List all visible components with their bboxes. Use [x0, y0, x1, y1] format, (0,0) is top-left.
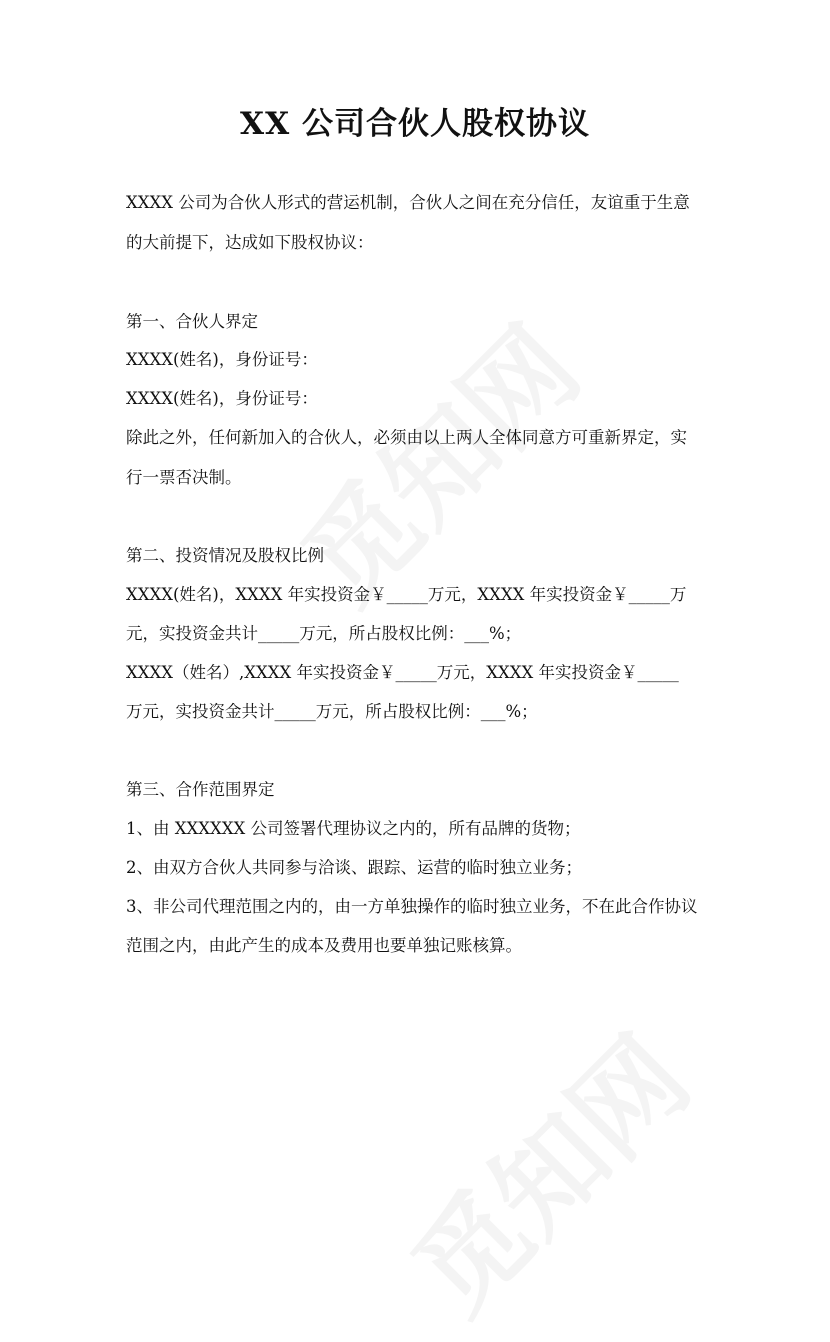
intro-line-2: 的大前提下，达成如下股权协议：	[126, 233, 374, 252]
scope-item-1: 1、由 XXXXXX 公司签署代理协议之内的，所有品牌的货物；	[126, 819, 581, 838]
watermark-bottom	[372, 996, 717, 1341]
investment-line-4: 万元，实投资金共计_____万元，所占股权比例：___%；	[126, 702, 538, 721]
scope-item-2: 2、由双方合伙人共同参与洽谈、跟踪、运营的临时独立业务；	[126, 858, 582, 877]
document-title: XX 公司合伙人股权协议	[240, 106, 590, 142]
partner-line-2: XXXX(姓名)，身份证号：	[126, 389, 318, 408]
investment-line-1: XXXX(姓名)，XXXX 年实投资金￥_____万元，XXXX 年实投资金￥_____万	[126, 585, 687, 604]
section-heading-3: 第三、合作范围界定	[126, 780, 275, 799]
investment-line-2: 元，实投资金共计_____万元，所占股权比例：___%；	[126, 624, 522, 643]
investment-line-3: XXXX（姓名）,XXXX 年实投资金￥_____万元，XXXX 年实投资金￥_____	[126, 663, 679, 682]
watermark	[262, 286, 607, 631]
scope-item-3-continued: 范围之内，由此产生的成本及费用也要单独记账核算。	[126, 936, 522, 955]
partner-line-1: XXXX(姓名)，身份证号：	[126, 350, 318, 369]
section-heading-1: 第一、合伙人界定	[126, 312, 258, 331]
section-heading-2: 第二、投资情况及股权比例	[126, 546, 324, 565]
partner-rule-line-2: 行一票否决制。	[126, 468, 242, 487]
scope-item-3: 3、非公司代理范围之内的，由一方单独操作的临时独立业务，不在此合作协议	[126, 897, 698, 916]
intro-line-1: XXXX 公司为合伙人形式的营运机制，合伙人之间在充分信任，友谊重于生意	[126, 193, 690, 212]
partner-rule-line-1: 除此之外，任何新加入的合伙人，必须由以上两人全体同意方可重新界定，实	[126, 428, 687, 447]
